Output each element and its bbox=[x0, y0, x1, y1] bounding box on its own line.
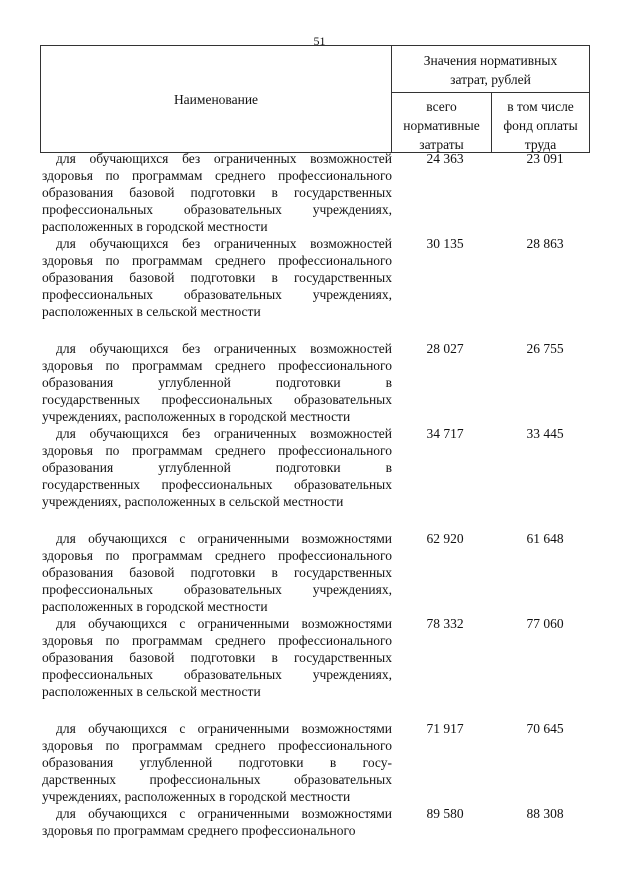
row-name bbox=[42, 150, 392, 235]
header-salary: в том числе фонд оплаты труда bbox=[503, 99, 578, 152]
row-total-value: 24 363 bbox=[426, 151, 464, 166]
row-name bbox=[42, 615, 392, 700]
table-row bbox=[42, 720, 590, 805]
row-name-line: образования базовой подготовки в государственных bbox=[42, 565, 392, 580]
row-total-value: 78 332 bbox=[426, 616, 464, 631]
row-name-line: здоровья по программам среднего профессионального bbox=[42, 738, 392, 753]
row-name-line: образования углубленной подготовки в bbox=[42, 375, 392, 390]
row-name-line: дарственных профессиональных образовательных bbox=[42, 772, 392, 787]
header-total: всего нормативные затраты bbox=[403, 99, 480, 152]
header-name-cell bbox=[40, 45, 392, 153]
row-name-line: образования углубленной подготовки в bbox=[42, 460, 392, 475]
row-name-line: расположенных в городской местности bbox=[42, 599, 268, 614]
row-name-line: здоровья по программам среднего профессионального bbox=[42, 168, 392, 183]
table-body bbox=[42, 150, 590, 839]
row-salary-value: 70 645 bbox=[526, 721, 564, 736]
row-name-line: расположенных в сельской местности bbox=[42, 304, 261, 319]
row-name-line: образования углубленной подготовки в госу- bbox=[42, 755, 392, 770]
row-name bbox=[42, 340, 392, 425]
table-row bbox=[42, 150, 590, 235]
row-name-line: для обучающихся без ограниченных возможностей bbox=[56, 341, 392, 356]
row-name-line: образования базовой подготовки в государственных bbox=[42, 270, 392, 285]
row-name-line: здоровья по программам среднего профессионального bbox=[42, 253, 392, 268]
row-total-value: 89 580 bbox=[426, 806, 464, 821]
row-total-value: 62 920 bbox=[426, 531, 464, 546]
row-name-line: для обучающихся без ограниченных возможностей bbox=[56, 426, 392, 441]
table-row bbox=[42, 805, 590, 839]
row-name-line: здоровья по программам среднего профессионального bbox=[42, 633, 392, 648]
row-total-value: 34 717 bbox=[426, 426, 464, 441]
row-name bbox=[42, 235, 392, 320]
table-header bbox=[40, 45, 590, 153]
header-salary-cell bbox=[491, 92, 590, 153]
row-salary-value: 28 863 bbox=[526, 236, 564, 251]
row-name-line: образования базовой подготовки в государственных bbox=[42, 650, 392, 665]
row-name-line: образования базовой подготовки в государственных bbox=[42, 185, 392, 200]
row-name bbox=[42, 425, 392, 510]
row-spacer bbox=[42, 700, 590, 720]
row-salary-value: 77 060 bbox=[526, 616, 564, 631]
table-row bbox=[42, 340, 590, 425]
row-name bbox=[42, 805, 392, 839]
row-name bbox=[42, 530, 392, 615]
row-spacer bbox=[42, 510, 590, 530]
row-name-line: для обучающихся без ограниченных возможностей bbox=[56, 151, 392, 166]
row-total-value: 71 917 bbox=[426, 721, 464, 736]
row-name-line: для обучающихся без ограниченных возможностей bbox=[56, 236, 392, 251]
row-name bbox=[42, 720, 392, 805]
row-total-value: 28 027 bbox=[426, 341, 464, 356]
table-row bbox=[42, 530, 590, 615]
row-name-line: государственных профессиональных образовательных bbox=[42, 392, 392, 407]
row-salary-value: 33 445 bbox=[526, 426, 564, 441]
header-values-group-cell bbox=[391, 45, 590, 93]
row-salary-value: 26 755 bbox=[526, 341, 564, 356]
row-name-line: здоровья по программам среднего профессионального bbox=[42, 548, 392, 563]
row-name-line: здоровья по программам среднего профессионального bbox=[42, 358, 392, 373]
row-name-line: расположенных в сельской местности bbox=[42, 684, 261, 699]
row-spacer bbox=[42, 320, 590, 340]
header-values-group: Значения нормативных затрат, рублей bbox=[423, 53, 558, 87]
header-name: Наименование bbox=[173, 92, 259, 107]
row-name-line: здоровья по программам среднего профессионального bbox=[42, 443, 392, 458]
row-name-line: профессиональных образовательных учреждениях, bbox=[42, 667, 392, 682]
row-name-line: профессиональных образовательных учреждениях, bbox=[42, 287, 392, 302]
row-name-line: профессиональных образовательных учреждениях, bbox=[42, 582, 392, 597]
table-row bbox=[42, 425, 590, 510]
table-row bbox=[42, 615, 590, 700]
row-name-line: для обучающихся с ограниченными возможностями bbox=[56, 616, 392, 631]
page-number: 51 bbox=[313, 34, 326, 48]
row-name-line: профессиональных образовательных учреждениях, bbox=[42, 202, 392, 217]
row-name-line: для обучающихся с ограниченными возможностями bbox=[56, 721, 392, 736]
row-name-line: учреждениях, расположенных в городской местности bbox=[42, 409, 351, 424]
row-name-line: учреждениях, расположенных в городской местности bbox=[42, 789, 351, 804]
table-row bbox=[42, 235, 590, 320]
row-name-line: здоровья по программам среднего профессионального bbox=[42, 823, 356, 838]
row-name-line: для обучающихся с ограниченными возможностями bbox=[56, 531, 392, 546]
row-salary-value: 23 091 bbox=[526, 151, 564, 166]
row-name-line: учреждениях, расположенных в сельской местности bbox=[42, 494, 344, 509]
row-total-value: 30 135 bbox=[426, 236, 464, 251]
row-name-line: расположенных в городской местности bbox=[42, 219, 268, 234]
row-salary-value: 88 308 bbox=[526, 806, 564, 821]
header-total-cell bbox=[391, 92, 492, 153]
row-name-line: для обучающихся с ограниченными возможностями bbox=[56, 806, 392, 821]
row-salary-value: 61 648 bbox=[526, 531, 564, 546]
row-name-line: государственных профессиональных образовательных bbox=[42, 477, 392, 492]
